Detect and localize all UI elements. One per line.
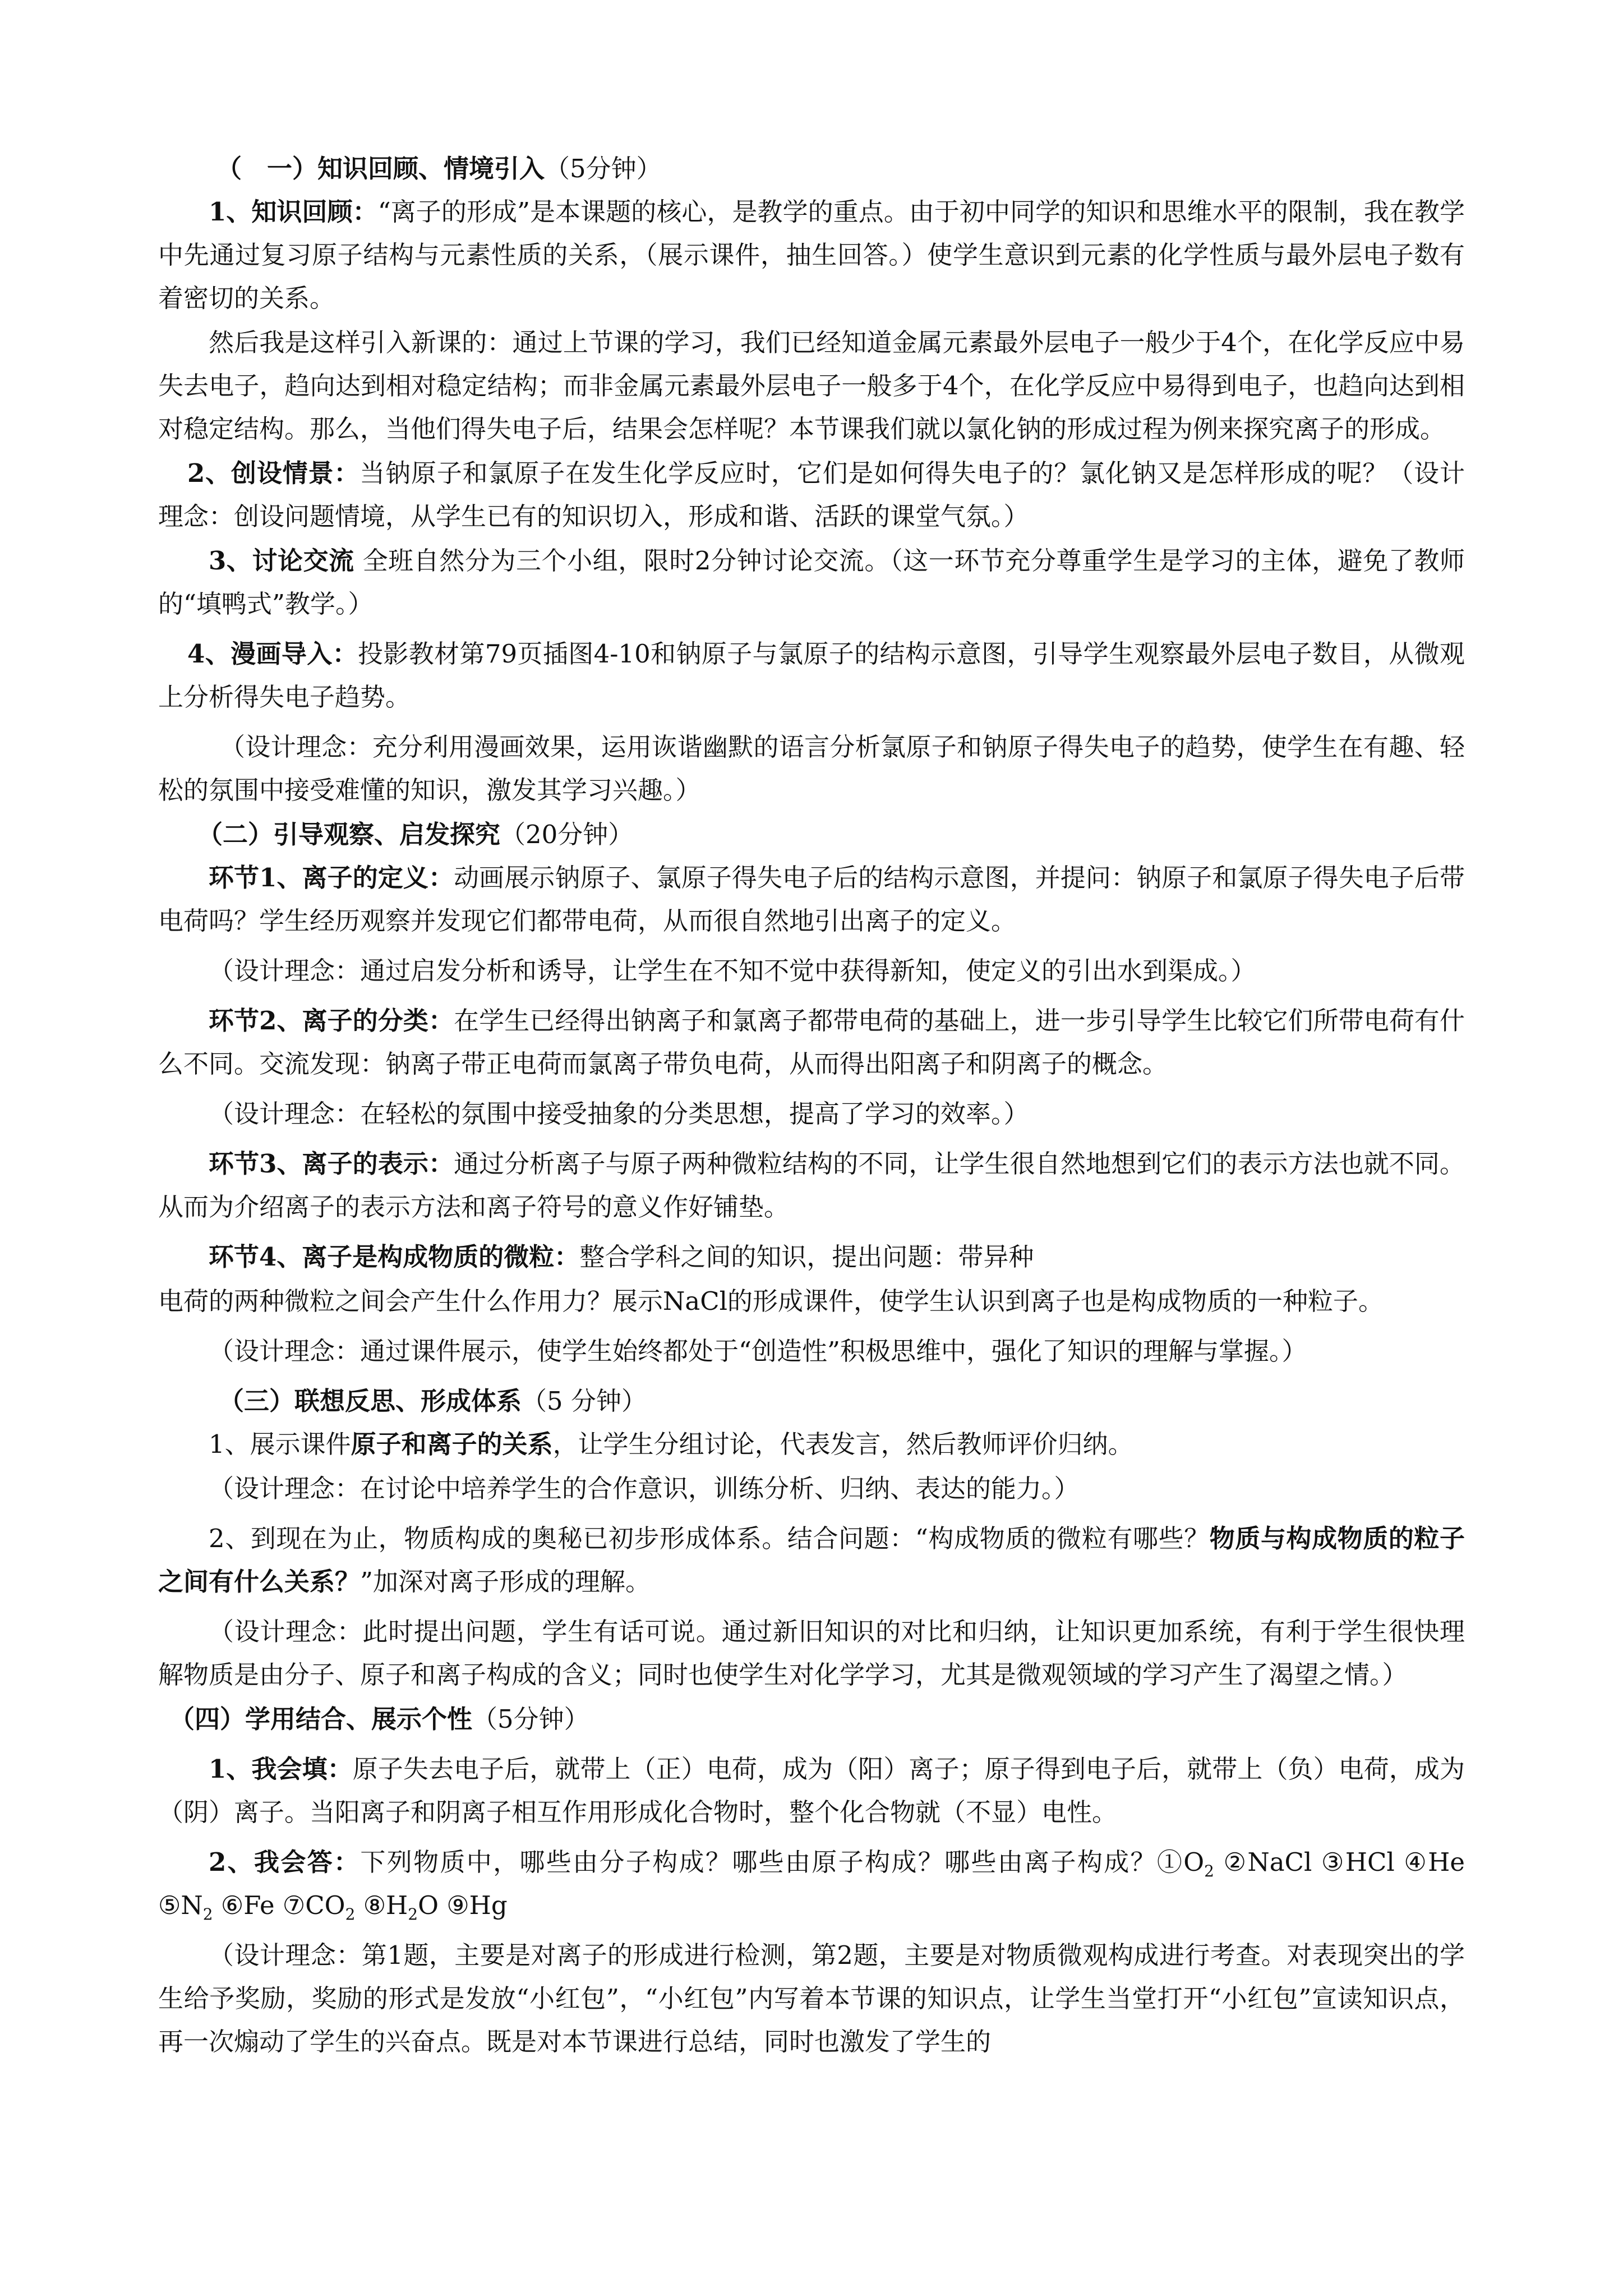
paragraph-text: ，让学生分组讨论，代表发言，然后教师评价归纳。	[552, 1429, 1133, 1459]
section-1-time: （5分钟）	[545, 154, 662, 183]
design-note	[158, 1610, 1465, 1696]
paragraph-label: 2、我会答：	[209, 1847, 361, 1877]
section-1-title: （ 一）知识回顾、情境引入	[216, 154, 545, 183]
section-3-time: （5 分钟）	[522, 1386, 647, 1416]
paragraph-text: 全班自然分为三个小组，限时2分钟讨论交流。（这一环节充分尊重学生是学习的主体，避免了教师的“填鸭式”教学。）	[158, 546, 1465, 619]
formula-subscript: 2	[408, 1905, 418, 1924]
paragraph-label: 环节2、离子的分类：	[209, 1006, 454, 1036]
section-1-heading	[158, 147, 1465, 190]
paragraph-text: 2、到现在为止，物质构成的奥秘已初步形成体系。结合问题：“构成物质的微粒有哪些？	[209, 1524, 1210, 1553]
paragraph-text: 1、展示课件	[209, 1429, 351, 1459]
paragraph-emphasis: 物质与构成物质的粒子之间有什么关系？	[158, 1524, 1465, 1596]
paragraph-text: 原子失去电子后，就带上（正）电荷，成为（阳）离子；原子得到电子后，就带上（负）电荷，成为（阴）离子。当阳离子和阴离子相互作用形成化合物时，整个化合物就（不显）电性。	[158, 1754, 1465, 1827]
formula-item: ⑨Hg	[446, 1890, 508, 1920]
paragraph-label: 1、知识回顾：	[209, 197, 378, 227]
section-3-title: （三）联想反思、形成体系	[219, 1386, 522, 1416]
paragraph-label: 环节1、离子的定义：	[209, 863, 454, 892]
paragraph	[158, 1142, 1465, 1228]
paragraph	[158, 539, 1465, 625]
section-2-title: （二）引导观察、启发探究	[197, 820, 501, 849]
formula-item: ⑤N	[158, 1890, 203, 1920]
paragraph-emphasis: 原子和离子的关系	[351, 1429, 553, 1459]
design-note-text: （设计理念：充分利用漫画效果，运用诙谐幽默的语言分析氯原子和钠原子得失电子的趋势，使学生在有趣、轻松的氛围中接受难懂的知识，激发其学习兴趣。）	[158, 732, 1465, 805]
paragraph-text: “离子的形成”是本课题的核心，是教学的重点。由于初中同学的知识和思维水平的限制，我在教学中先通过复习原子结构与元素性质的关系，（展示课件，抽生回答。）使学生意识到元素的化学性质与最外层电子数有着密切的关系。	[158, 197, 1465, 313]
formula-item: ①O	[1156, 1847, 1205, 1877]
paragraph	[158, 321, 1465, 450]
design-note-text: （设计理念：在轻松的氛围中接受抽象的分类思想，提高了学习的效率。）	[209, 1099, 1029, 1129]
paragraph-label: 2、创设情景：	[187, 458, 360, 488]
section-4-heading	[158, 1697, 1465, 1741]
section-3-heading	[158, 1379, 1465, 1423]
paragraph-text: 在学生已经得出钠离子和氯离子都带电荷的基础上，进一步引导学生比较它们所带电荷有什么不同。交流发现：钠离子带正电荷而氯离子带负电荷，从而得出阳离子和阴离子的概念。	[158, 1006, 1465, 1079]
formula-item: ⑦CO	[282, 1890, 345, 1920]
formula-item: O	[418, 1890, 447, 1920]
paragraph	[158, 1280, 1465, 1323]
design-note-text: （设计理念：第1题，主要是对离子的形成进行检测，第2题，主要是对物质微观构成进行考查。对表现突出的学生给予奖励，奖励的形式是发放“小红包”，“小红包”内写着本节课的知识点，让学生当堂打开“小红包”宣读知识点，再一次煽动了学生的兴奋点。既是对本节课进行总结，同时也激发了学生的	[158, 1940, 1465, 2056]
formula-item: ②NaCl ③HCl ④He	[1214, 1847, 1465, 1877]
design-note-text: （设计理念：此时提出问题，学生有话可说。通过新旧知识的对比和归纳，让知识更加系统，有利于学生很快理解物质是由分子、原子和离子构成的含义；同时也使学生对化学学习，尤其是微观领域的学习产生了渴望之情。）	[158, 1617, 1465, 1690]
paragraph-label: 3、讨论交流	[209, 546, 354, 576]
paragraph-text: 下列物质中，哪些由分子构成？哪些由原子构成？哪些由离子构成？	[360, 1847, 1157, 1877]
design-note-text: （设计理念：通过启发分析和诱导，让学生在不知不觉中获得新知，使定义的引出水到渠成。）	[209, 956, 1256, 986]
design-note	[158, 1329, 1465, 1373]
formula-subscript: 2	[345, 1905, 356, 1924]
paragraph	[158, 1235, 1465, 1278]
design-note-text: （设计理念：通过课件展示，使学生始终都处于“创造性”积极思维中，强化了知识的理解与掌握。）	[209, 1336, 1307, 1366]
design-note-text: （设计理念：在讨论中培养学生的合作意识，训练分析、归纳、表达的能力。）	[209, 1474, 1080, 1503]
paragraph	[158, 999, 1465, 1085]
paragraph-label: 1、我会填：	[209, 1754, 353, 1784]
design-note	[158, 1092, 1465, 1135]
formula-subscript: 2	[1204, 1862, 1214, 1880]
paragraph	[158, 452, 1465, 538]
paragraph	[158, 1747, 1465, 1834]
section-4-time: （5分钟）	[472, 1704, 589, 1734]
formula-item: ⑧H	[355, 1890, 408, 1920]
paragraph-text: 电荷的两种微粒之间会产生什么作用力？展示NaCl的形成课件，使学生认识到离子也是构成物质的一种粒子。	[158, 1286, 1384, 1316]
paragraph-text: 整合学科之间的知识，提出问题：带异种	[579, 1242, 1034, 1272]
paragraph	[158, 1841, 1465, 1927]
design-note	[158, 725, 1465, 812]
paragraph	[158, 632, 1465, 719]
paragraph-label: 4、漫画导入：	[187, 639, 358, 669]
paragraph-text: 投影教材第79页插图4-10和钠原子与氯原子的结构示意图，引导学生观察最外层电子数目，从微观上分析得失电子趋势。	[158, 639, 1465, 712]
design-note	[158, 949, 1465, 992]
design-note	[158, 1467, 1465, 1510]
paragraph	[158, 1517, 1465, 1603]
formula-subscript: 2	[202, 1905, 213, 1924]
paragraph-text: 然后我是这样引入新课的：通过上节课的学习，我们已经知道金属元素最外层电子一般少于4个，在化学反应中易失去电子，趋向达到相对稳定结构；而非金属元素最外层电子一般多于4个，在化学反应中易得到电子，也趋向达到相对稳定结构。那么，当他们得失电子后，结果会怎样呢？本节课我们就以氯化钠的形成过程为例来探究离子的形成。	[158, 328, 1465, 444]
section-4-title: （四）学用结合、展示个性	[169, 1704, 473, 1734]
paragraph-text: ”加深对离子形成的理解。	[360, 1567, 651, 1596]
paragraph-text: 动画展示钠原子、氯原子得失电子后的结构示意图，并提问：钠原子和氯原子得失电子后带电荷吗？学生经历观察并发现它们都带电荷，从而很自然地引出离子的定义。	[158, 863, 1465, 936]
paragraph-text: 当钠原子和氯原子在发生化学反应时，它们是如何得失电子的？氯化钠又是怎样形成的呢？（设计理念：创设问题情境，从学生已有的知识切入，形成和谐、活跃的课堂气氛。）	[158, 458, 1465, 531]
paragraph	[158, 1423, 1465, 1466]
paragraph	[158, 856, 1465, 942]
section-2-time: （20分钟）	[500, 820, 634, 849]
paragraph-text: 通过分析离子与原子两种微粒结构的不同，让学生很自然地想到它们的表示方法也就不同。从而为介绍离子的表示方法和离子符号的意义作好铺垫。	[158, 1149, 1465, 1222]
section-2-heading	[158, 813, 1465, 856]
design-note	[158, 1934, 1465, 2063]
paragraph-label: 环节4、离子是构成物质的微粒：	[209, 1242, 580, 1272]
paragraph	[158, 190, 1465, 320]
formula-item: ⑥Fe	[213, 1890, 283, 1920]
paragraph-label: 环节3、离子的表示：	[209, 1149, 454, 1179]
